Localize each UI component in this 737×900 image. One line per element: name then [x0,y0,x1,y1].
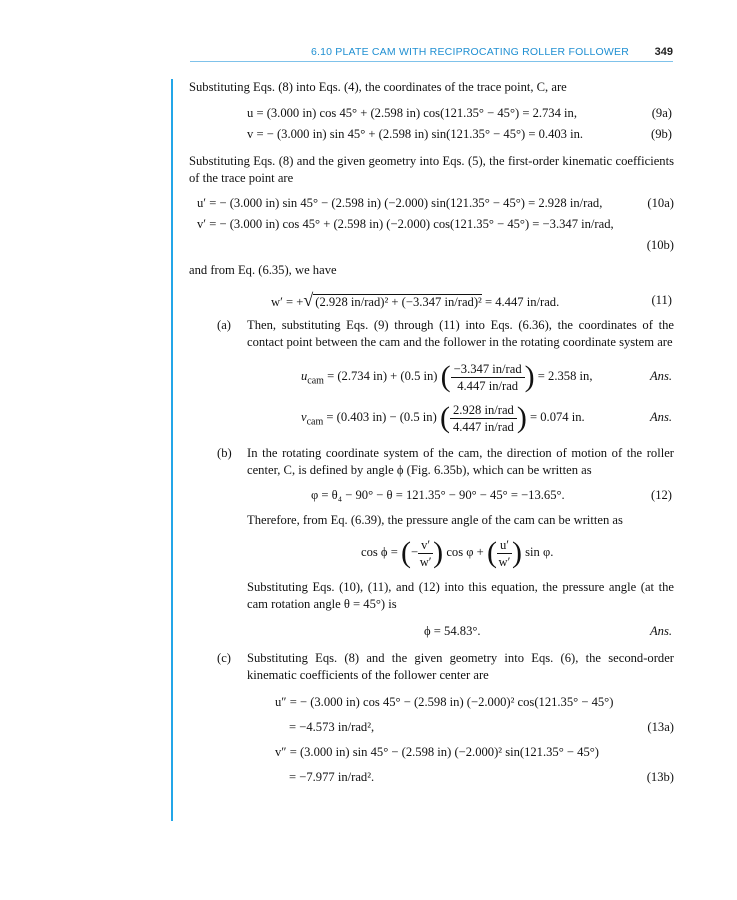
equation-11 [189,287,674,313]
right-paren-icon: ) [516,401,527,435]
eq-13a-line1: u″ = − (3.000 in) cos 45° − (2.598 in) (−2.000)² cos(121.35° − 45°) [275,695,614,709]
right-paren-icon: ) [524,360,535,394]
eq-9b-text: v = − (3.000 in) sin 45° + (2.598 in) sin(121.35° − 45°) = 0.403 in. [247,127,584,141]
cos-phi-lhs: cos ϕ = [361,545,398,559]
eq-9b-num: (9b) [651,127,672,141]
vcam-frac-num: 2.928 in/rad [450,402,517,419]
equation-vcam [189,397,674,437]
ucam-lhs: u [301,369,308,383]
eq-13a-line2: = −4.573 in/rad², [289,720,375,734]
eq-13a-num: (13a) [647,720,674,734]
ucam-rhs: = 2.358 in, [537,369,593,383]
vcam-rhs: = 0.074 in. [530,410,585,424]
part-c-text: Substituting Eqs. (8) and the given geometry into Eqs. (6), the second-order kinematic coefficients of the follower center are [247,651,674,682]
paragraph-p2: Substituting Eqs. (8) and the given geometry into Eqs. (5), the first-order kinematic coefficients of the trace point are [189,154,674,185]
page-number: 349 [654,46,673,58]
part-c-label: (c) [217,651,231,665]
eq-11-radicand: (2.928 in/rad)² + (−3.347 in/rad)² [315,295,482,309]
vcam-mid: = (0.403 in) − (0.5 in) [326,410,437,424]
ucam-frac-den: 4.447 in/rad [457,378,519,393]
eq-11-num: (11) [651,293,672,307]
equation-12 [189,485,674,506]
eq-10a-num: (10a) [647,196,674,210]
cos-phi-frac1 [418,537,433,570]
paragraph-p3: and from Eq. (6.35), we have [189,263,337,277]
eq-11-body [271,287,559,315]
vcam-lhs: v [301,410,307,424]
part-b-text3: Substituting Eqs. (10), (11), and (12) into this equation, the pressure angle (at the cam rotation angle θ = 45°) is [247,580,674,611]
equation-10b [189,214,674,235]
vcam-body [301,397,585,443]
equation-9b [189,124,674,145]
part-c [189,650,674,684]
eq-12-num: (12) [651,488,672,502]
phi-ans: Ans. [649,624,672,638]
sqrt-sign-icon: √ [303,290,314,310]
equation-cos-phi [189,529,674,575]
equation-13a-line2 [189,715,674,740]
equation-ucam [189,355,674,397]
ucam-fraction [451,361,525,394]
equation-phi-result [189,621,674,642]
part-a [189,317,674,351]
part-a-text: Then, substituting Eqs. (9) through (11) into Eqs. (6.36), the coordinates of the contact point between the cam and the follower in the rotating coordinate system are [247,318,674,349]
running-header [190,46,673,68]
eq-10a-text: u′ = − (3.000 in) sin 45° − (2.598 in) (−2.000) sin(121.35° − 45°) = 2.928 in/rad, [197,196,603,210]
part-a-label: (a) [217,318,231,332]
equation-13b-line2 [189,765,674,790]
left-paren-icon: ( [400,536,411,570]
cos-phi-mid: cos φ + [446,545,484,559]
section-title: 6.10 PLATE CAM WITH RECIPROCATING ROLLER FOLLOWER [310,46,629,58]
equation-10b-number-line [189,235,674,256]
part-b-cont [189,512,674,529]
part-b-label: (b) [217,446,232,460]
ucam-frac-num: −3.347 in/rad [451,361,525,378]
eq-9a-num: (9a) [651,106,672,120]
ucam-body [301,355,592,403]
vcam-sub: cam [306,416,324,428]
right-paren-icon: ) [433,536,444,570]
phi-result: ϕ = 54.83°. [424,624,481,638]
ucam-ans: Ans. [649,369,672,383]
cos-phi-f1-den: w′ [419,554,432,569]
left-paren-icon: ( [486,536,497,570]
equation-13b-line1 [189,740,674,765]
part-b-text1: In the rotating coordinate system of the cam, the direction of motion of the roller center, C, is defined by angle ϕ (Fig. 6.35b), which can be written as [247,446,674,477]
cos-phi-f2-num: u′ [497,537,512,554]
right-paren-icon: ) [512,536,522,570]
vcam-ans: Ans. [649,410,672,424]
cos-phi-rhs: sin φ. [525,545,554,559]
eq-11-rhs: = 4.447 in/rad. [484,295,560,309]
cos-phi-frac2 [497,537,512,570]
vcam-fraction [450,402,517,435]
vcam-frac-den: 4.447 in/rad [452,419,514,434]
part-b-cont2 [189,579,674,613]
equation-10a [189,193,674,214]
ucam-mid: = (2.734 in) + (0.5 in) [327,369,438,383]
eq-12-text: φ = θ₄ − 90° − θ = 121.35° − 90° − 45° = −13.65°. [311,488,565,502]
eq-10b-text: v′ = − (3.000 in) cos 45° + (2.598 in) (−2.000) cos(121.35° − 45°) = −3.347 in/rad, [197,217,614,231]
margin-bar [171,79,173,821]
ucam-sub: cam [307,375,324,387]
equation-9a [189,103,674,124]
cos-phi-body: cos ϕ = (− $\frac{v'}{w'}$ ) cos φ + ( $\frac{u'}{w'}$ ) sin φ. [361,536,554,570]
cos-phi-f1-num: v′ [418,537,433,554]
eq-10b-num: (10b) [646,238,674,252]
header-rule [190,61,673,62]
page-body [189,79,674,790]
eq-9a-text: u = (3.000 in) cos 45° + (2.598 in) cos(121.35° − 45°) = 2.734 in, [247,106,577,120]
eq-13b-num: (13b) [646,770,674,784]
part-b-text2: Therefore, from Eq. (6.39), the pressure angle of the cam can be written as [247,513,623,527]
part-b [189,445,674,479]
cos-phi-f2-den: w′ [498,554,511,569]
left-paren-icon: ( [440,360,451,394]
paragraph-p1: Substituting Eqs. (8) into Eqs. (4), the coordinates of the trace point, C, are [189,80,567,94]
left-paren-icon: ( [439,401,450,435]
eq-13b-line1: v″ = (3.000 in) sin 45° − (2.598 in) (−2.000)² sin(121.35° − 45°) [275,745,599,759]
eq-13b-line2: = −7.977 in/rad². [289,770,375,784]
eq-11-lhs: w′ = + [271,295,304,309]
equation-13a-line1 [189,690,674,715]
